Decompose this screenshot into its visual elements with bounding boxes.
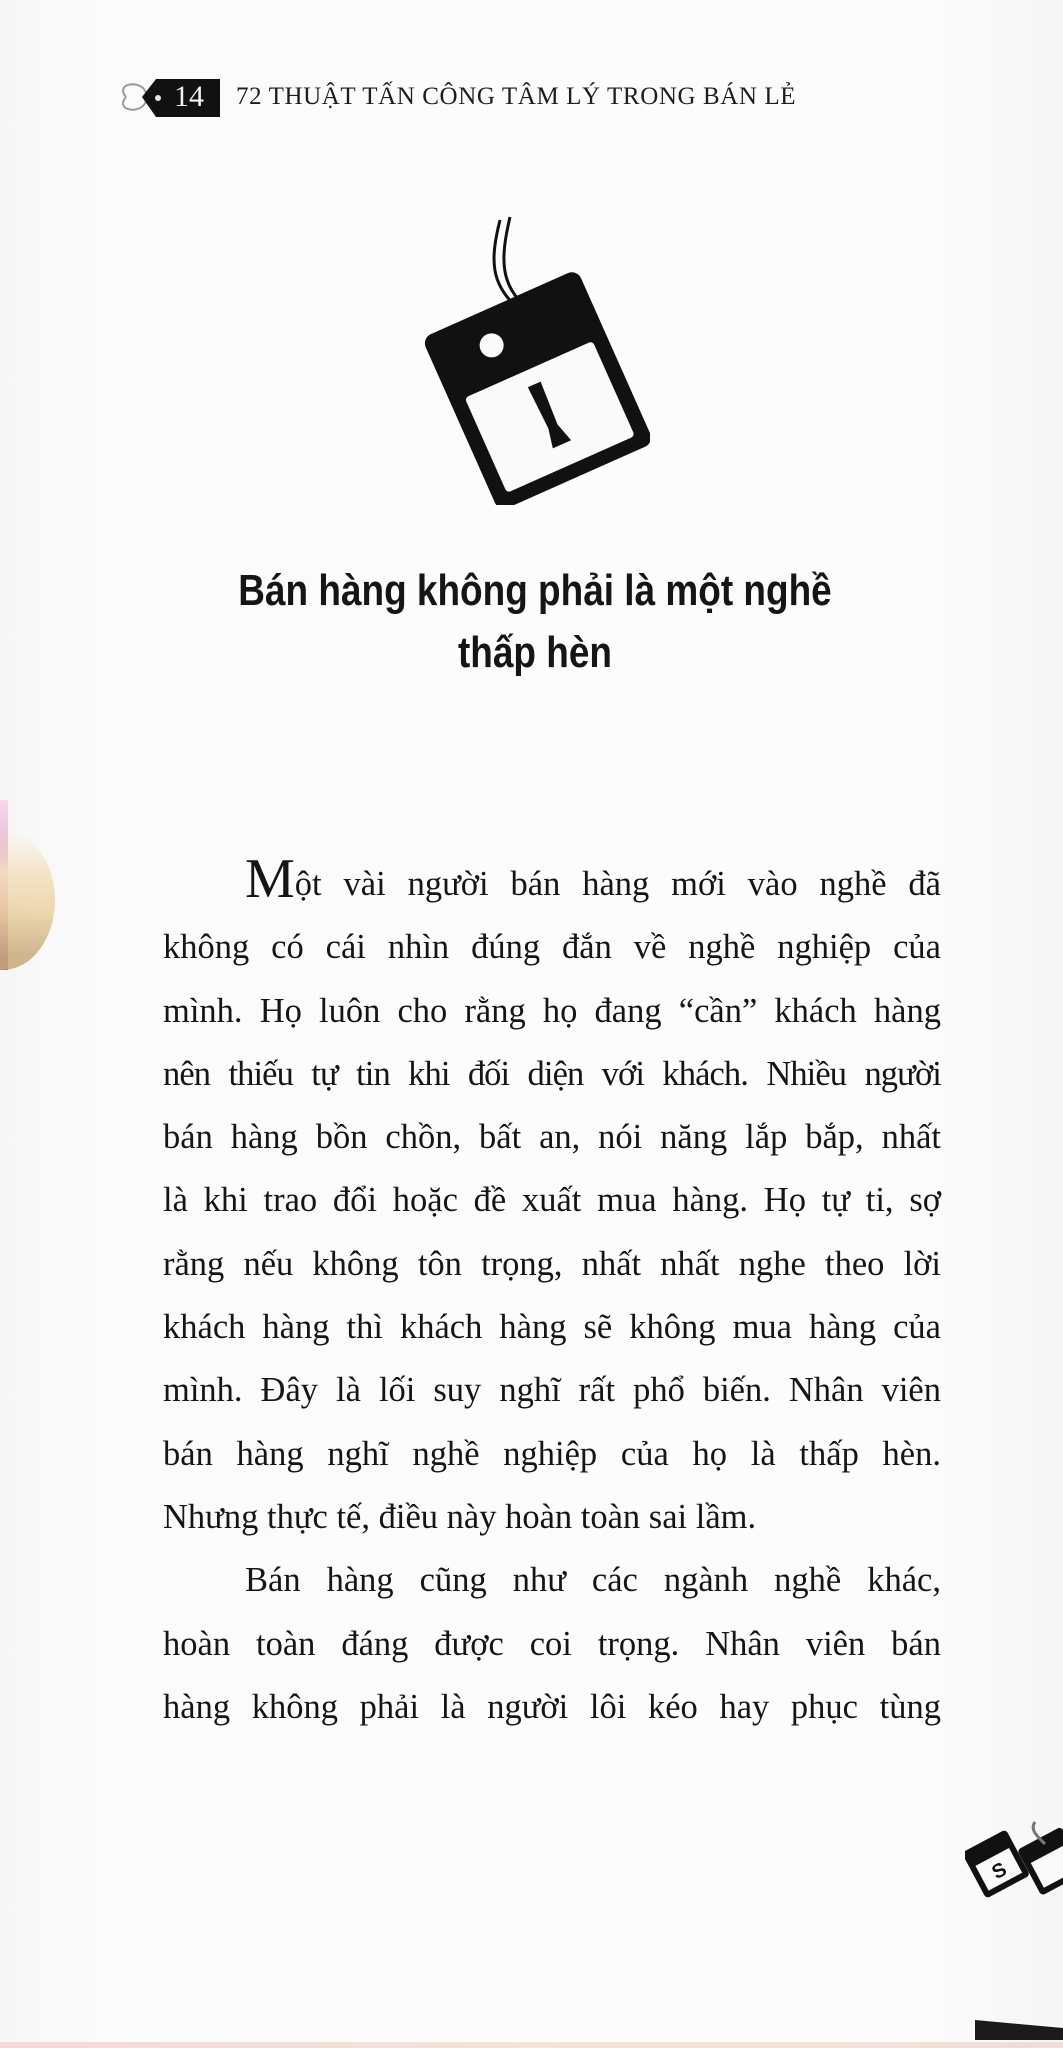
thumb-artifact: [0, 830, 55, 970]
page-bottom-edge: [0, 2042, 1063, 2048]
page-header: [112, 73, 796, 121]
chapter-title-line: thấp hèn: [457, 628, 612, 677]
text-line: không có cái nhìn đúng đắn về nghề nghiệp của: [163, 928, 941, 967]
text-line: nên thiếu tự tin khi đối diện với khách. Nhiều người: [163, 1054, 941, 1093]
body-text: [163, 848, 941, 1739]
text-line: hoàn toàn đáng được coi trọng. Nhân viên bán: [163, 1624, 941, 1663]
page-number: 14: [174, 80, 204, 113]
text-line: bán hàng nghĩ nghề nghiệp của họ là thấp hèn.: [163, 1434, 941, 1473]
page-number-tag: [112, 73, 222, 121]
text-line: bán hàng bồn chồn, bất an, nói năng lắp bắp, nhất: [163, 1118, 941, 1157]
text-line: hàng không phải là người lôi kéo hay phục tùng: [163, 1687, 941, 1726]
text-line: mình. Họ luôn cho rằng họ đang “cần” khách hàng: [163, 991, 941, 1030]
text-line: Một vài người bán hàng mới vào nghề đã: [245, 848, 941, 910]
drop-cap: M: [245, 848, 295, 910]
dollar-price-tag-icon: [965, 1820, 1063, 1900]
price-tag-icon: [112, 73, 222, 121]
chapter-title-line: Bán hàng không phải là một nghề: [238, 566, 832, 615]
text-line: Nhưng thực tế, điều này hoàn toàn sai lầm.: [163, 1497, 757, 1536]
paragraph: [163, 848, 941, 1549]
next-page-shadow: [975, 2020, 1063, 2040]
text-line: là khi trao đổi hoặc đề xuất mua hàng. Họ tự ti, sợ: [163, 1181, 941, 1220]
text-line: Bán hàng cũng như các ngành nghề khác,: [245, 1561, 941, 1600]
chapter-title: [195, 560, 875, 684]
text-line: rằng nếu không tôn trọng, nhất nhất nghe theo lời: [163, 1244, 941, 1283]
paragraph: [163, 1549, 941, 1739]
hanging-price-tag-icon: [420, 205, 650, 505]
running-title: 72 THUẬT TẤN CÔNG TÂM LÝ TRONG BÁN LẺ: [236, 83, 797, 110]
text-line: khách hàng thì khách hàng sẽ không mua hàng của: [163, 1308, 941, 1347]
text-line: mình. Đây là lối suy nghĩ rất phổ biến. Nhân viên: [163, 1371, 941, 1410]
next-page-letter: S: [988, 1858, 1011, 1885]
